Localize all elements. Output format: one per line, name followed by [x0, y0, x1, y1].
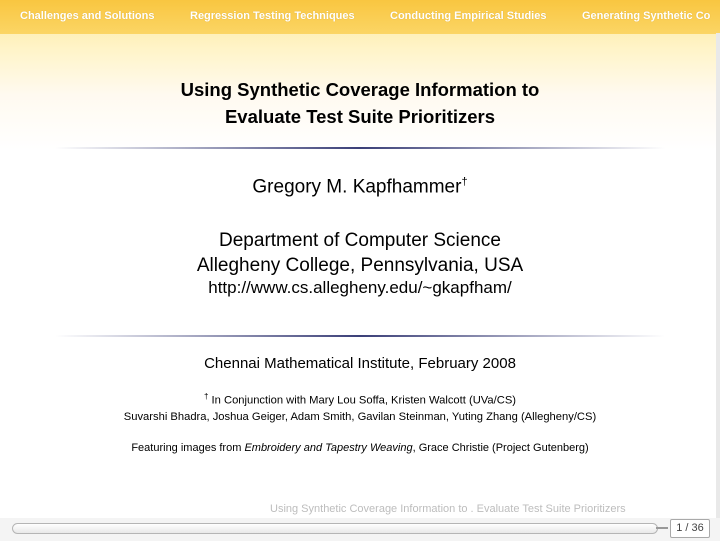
slide-title-line2: Evaluate Test Suite Prioritizers — [224, 106, 496, 127]
slide-progress-knob[interactable] — [656, 527, 668, 529]
title-divider — [55, 147, 665, 149]
nav-section-regression-testing[interactable]: Regression Testing Techniques — [190, 10, 355, 22]
collaborators-line1 — [0, 389, 720, 409]
nav-section-empirical-studies[interactable]: Conducting Empirical Studies — [390, 10, 547, 22]
footer-short-title: Using Synthetic Coverage Information to . Evaluate Test Suite Prioritizers — [270, 503, 626, 515]
collaborators-line2: Suvarshi Bhadra, Joshua Geiger, Adam Smith, Gavilan Steinman, Yuting Zhang (Allegheny/CS) — [123, 410, 597, 423]
author — [0, 176, 720, 198]
collab-text-1: In Conjunction with Mary Lou Soffa, Kristen Walcott (UVa/CS) — [208, 394, 517, 407]
page-counter: 1 / 36 — [670, 519, 710, 538]
institute-divider — [55, 335, 665, 337]
section-navigation — [0, 0, 720, 34]
college: Allegheny College, Pennsylvania, USA — [196, 255, 524, 276]
collab-footnote-mark: † — [203, 392, 209, 401]
featuring-book: Embroidery and Tapestry Weaving — [244, 442, 413, 454]
nav-section-challenges[interactable]: Challenges and Solutions — [20, 10, 155, 22]
featuring-credit — [0, 442, 720, 454]
slide-title — [0, 76, 720, 130]
slide-title-line1: Using Synthetic Coverage Information to — [180, 79, 540, 100]
author-name: Gregory M. Kapfhammer — [252, 176, 462, 198]
slide-progress-track[interactable] — [12, 523, 658, 534]
collaborators — [0, 389, 720, 425]
featuring-prefix: Featuring images from — [131, 442, 245, 454]
affiliation — [0, 228, 720, 278]
venue: Chennai Mathematical Institute, February 2008 — [204, 355, 516, 372]
nav-section-synthetic-coverage[interactable]: Generating Synthetic Co — [582, 10, 711, 22]
featuring-suffix: , Grace Christie (Project Gutenberg) — [412, 442, 589, 454]
author-url[interactable]: http://www.cs.allegheny.edu/~gkapfham/ — [208, 278, 512, 297]
department: Department of Computer Science — [219, 230, 501, 251]
author-footnote-mark: † — [461, 176, 468, 188]
